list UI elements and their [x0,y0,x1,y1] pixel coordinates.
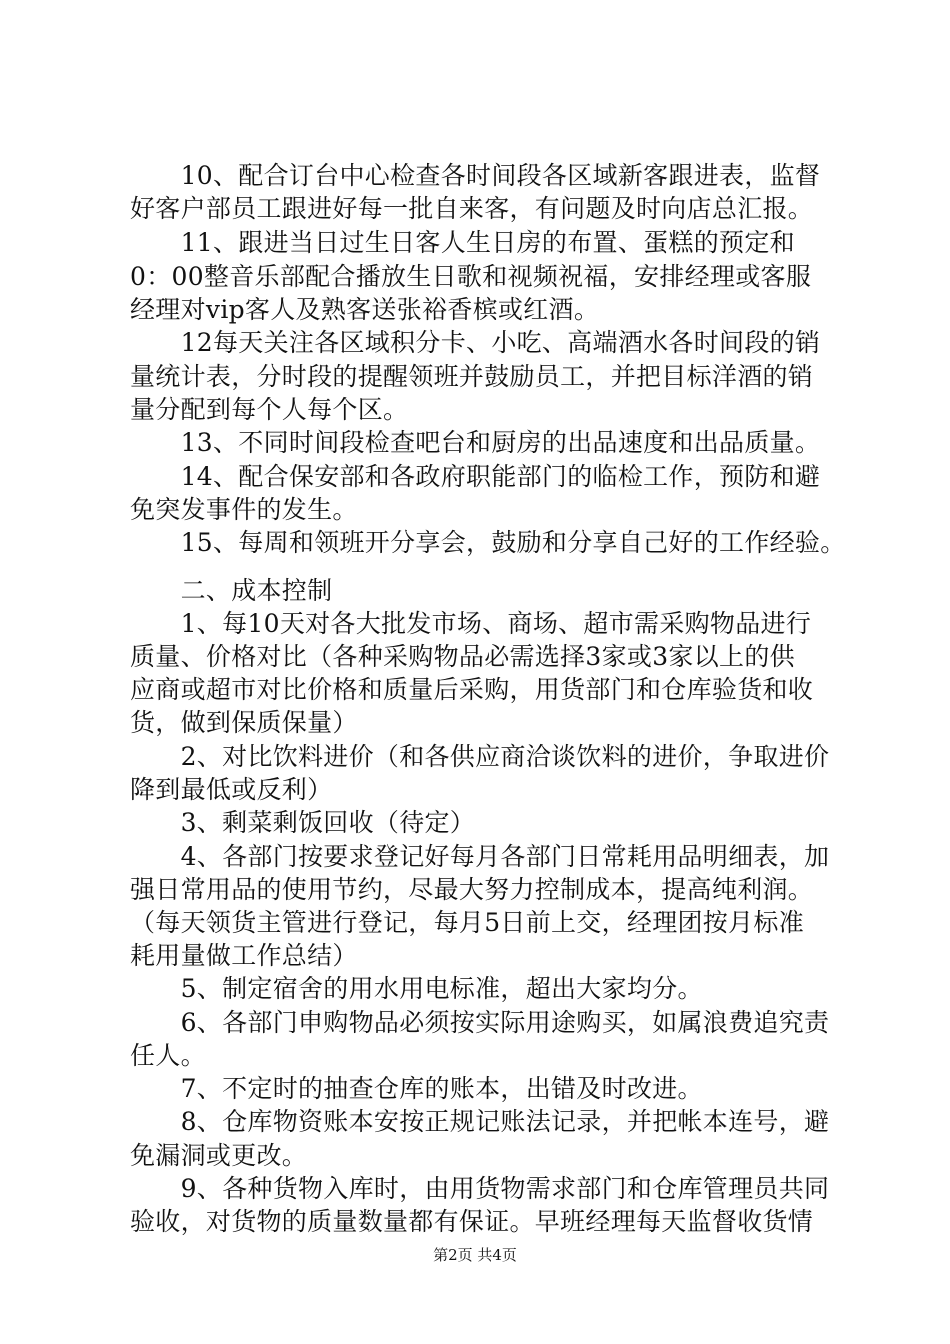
text-line: 5、制定宿舍的用水用电标准，超出大家均分。 [130,974,703,1003]
text-line: 2、对比饮料进价（和各供应商洽谈饮料的进价，争取进价 [130,742,830,771]
text-line: 8、仓库物资账本安按正规记账法记录，并把帐本连号，避 [130,1107,830,1136]
text-line: 量分配到每个人每个区。 [130,395,409,424]
text-line: 3、剩菜剩饭回收（待定） [130,808,476,837]
page-footer: 第2页 共4页 [433,1246,517,1264]
text-line: 免漏洞或更改。 [130,1141,308,1170]
text-line: 量统计表，分时段的提醒领班并鼓励员工，并把目标洋酒的销 [130,362,814,391]
text-line: 强日常用品的使用节约，尽最大努力控制成本，提高纯利润。 [130,875,814,904]
text-line: （每天领货主管进行登记，每月5日前上交，经理团按月标准 [130,908,805,937]
text-line: 11、跟进当日过生日客人生日房的布置、蛋糕的预定和 [130,228,795,257]
text-line: 6、各部门申购物品必须按实际用途购买，如属浪费追究责 [130,1008,830,1037]
text-line: 14、配合保安部和各政府职能部门的临检工作，预防和避 [130,462,821,491]
text-line: 耗用量做工作总结） [130,941,358,970]
text-line: 1、每10天对各大批发市场、商场、超市需采购物品进行 [130,609,812,638]
text-line: 货，做到保质保量） [130,708,358,737]
text-line: 任人。 [130,1041,206,1070]
text-line: 10、配合订台中心检查各时间段各区域新客跟进表，监督 [130,161,821,190]
text-line: 4、各部门按要求登记好每月各部门日常耗用品明细表，加 [130,842,830,871]
text-line: 7、不定时的抽查仓库的账本，出错及时改进。 [130,1074,703,1103]
text-line: 0：00整音乐部配合播放生日歌和视频祝福，安排经理或客服 [130,262,812,291]
text-line: 质量、价格对比（各种采购物品必需选择3家或3家以上的供 [130,642,795,671]
text-line: 12每天关注各区域积分卡、小吃、高端酒水各时间段的销 [130,328,821,357]
text-line: 降到最低或反利） [130,775,333,804]
text-line: 15、每周和领班开分享会，鼓励和分享自己好的工作经验。 [130,528,846,557]
text-line: 免突发事件的发生。 [130,495,358,524]
text-line: 应商或超市对比价格和质量后采购，用货部门和仓库验货和收 [130,675,814,704]
text-line: 经理对vip客人及熟客送张裕香槟或红酒。 [130,295,600,324]
text-line: 好客户部员工跟进好每一批自来客，有问题及时向店总汇报。 [130,194,814,223]
section-heading: 二、成本控制 [130,576,333,605]
text-line: 9、各种货物入库时，由用货物需求部门和仓库管理员共同 [130,1174,830,1203]
text-line: 验收，对货物的质量数量都有保证。早班经理每天监督收货情 [130,1207,814,1236]
text-line: 13、不同时间段检查吧台和厨房的出品速度和出品质量。 [130,428,821,457]
